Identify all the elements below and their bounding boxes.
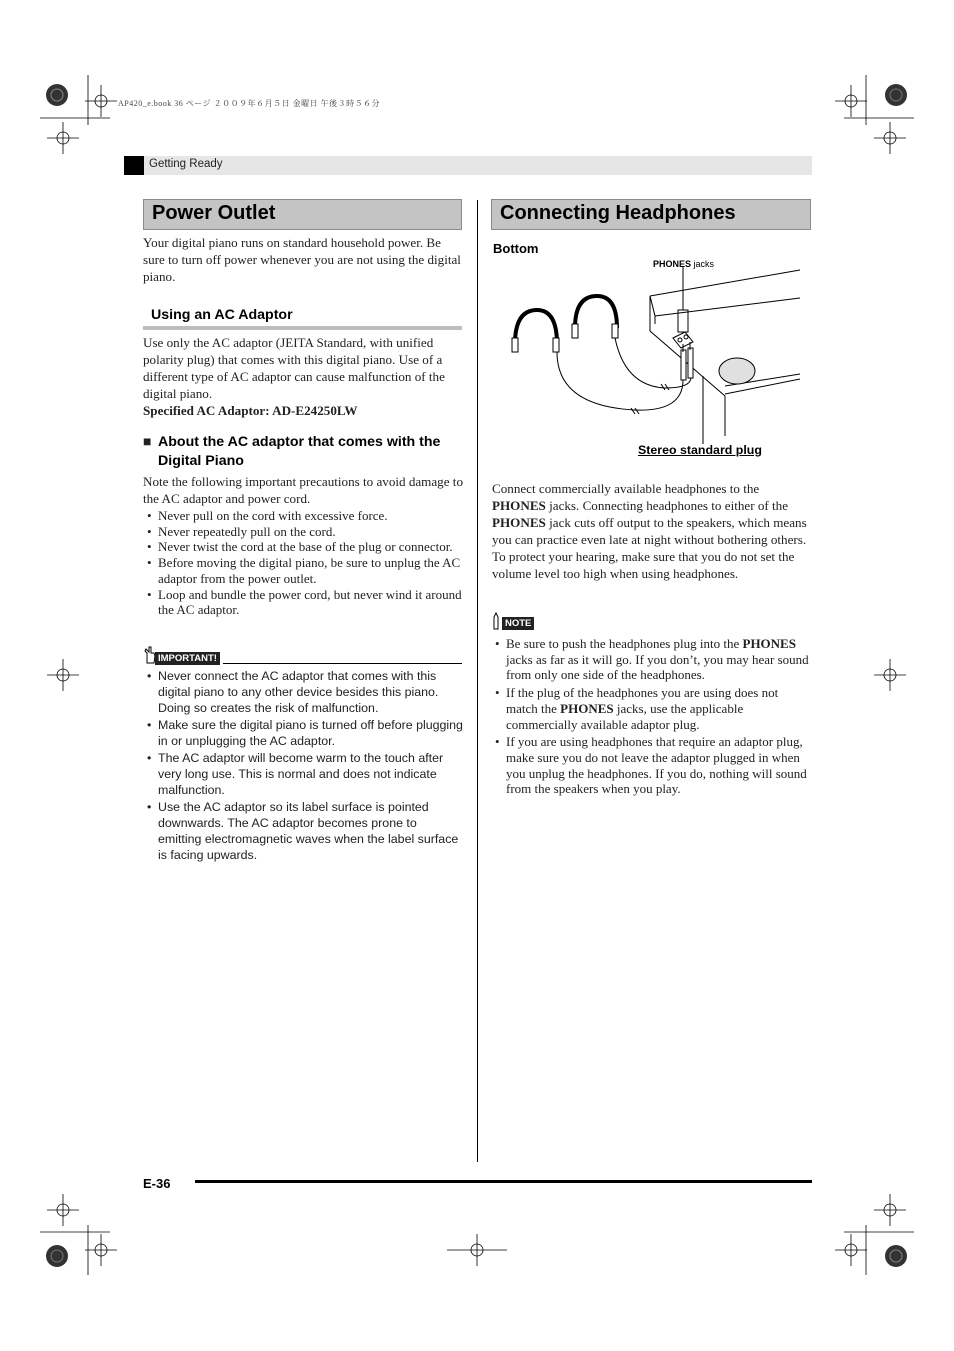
section-bar — [124, 156, 812, 175]
power-intro: Your digital piano runs on standard household power. Be sure to turn off power whenever you are not using the digital piano. — [143, 235, 461, 284]
list-item: • Be sure to push the headphones plug into the PHONES jacks as far as it will go. If you don’t, you may hear sound from only one side of the headphones. — [491, 636, 811, 683]
important-rule — [223, 663, 462, 664]
phones-term: PHONES — [492, 498, 546, 513]
list-item: • Never twist the cord at the base of the plug or connector. — [143, 539, 463, 555]
power-outlet-title: Power Outlet — [152, 202, 276, 224]
specified-adaptor: Specified AC Adaptor: AD-E24250LW — [143, 403, 358, 418]
phones-jacks-label-bold: PHONES — [653, 259, 692, 269]
ac-adaptor-text: Use only the AC adaptor (JEITA Standard, with unified polarity plug) that comes with this digital piano. Use of a different type of AC adaptor can cause malfunction of the digital piano. — [143, 335, 445, 401]
list-item: • Never connect the AC adaptor that comes with this digital piano to any other device besides this piano. Doing so creates the risk of malfunction. — [143, 668, 463, 716]
bottom-label: Bottom — [493, 241, 539, 256]
list-item: • Make sure the digital piano is turned off before plugging in or unplugging the AC adaptor. — [143, 717, 463, 749]
list-item: • Before moving the digital piano, be sure to unplug the AC adaptor from the power outlet. — [143, 555, 463, 586]
notes-list — [491, 636, 811, 797]
list-item: • The AC adaptor will become warm to the touch after very long use. This is normal and does not indicate malfunction. — [143, 750, 463, 798]
important-list — [143, 668, 463, 864]
para-text: jacks. Connecting headphones to either of the — [545, 498, 789, 513]
precautions-intro: Note the following important precautions to avoid damage to the AC adaptor and power cord. — [143, 474, 463, 506]
section-label: Getting Ready — [149, 158, 223, 170]
connecting-headphones-title: Connecting Headphones — [500, 202, 736, 224]
note-header — [491, 612, 551, 632]
pencil-icon — [491, 612, 501, 630]
para-text: jack cuts off output to the speakers, which means you can practice even late at night without bothering others. To protect your hearing, make sure that you do not set the volume level too high when using headphones. — [492, 515, 807, 581]
ac-adaptor-subhead: Using an AC Adaptor — [151, 307, 293, 323]
note-badge: NOTE — [502, 617, 534, 630]
power-outlet-title-box — [143, 199, 462, 230]
print-header: AP420_e.book 36 ページ ２００９年６月５日 金曜日 午後３時５６分 — [118, 99, 381, 108]
para-text: Connect commercially available headphones to the — [492, 481, 760, 496]
about-adaptor-heading: About the AC adaptor that comes with the Digital Piano — [158, 434, 441, 469]
list-item: • Loop and bundle the power cord, but never wind it around the AC adaptor. — [143, 587, 463, 618]
important-badge: IMPORTANT! — [155, 652, 220, 665]
connecting-headphones-title-box — [491, 199, 811, 230]
footer-rule — [195, 1180, 812, 1183]
list-item: • Never repeatedly pull on the cord. — [143, 524, 463, 540]
list-item: • If you are using headphones that require an adaptor plug, make sure you do not leave the adaptor plugged in when you unplug the headphones. If you do, nothing will sound from the speakers when you play. — [491, 734, 811, 797]
list-item: • Never pull on the cord with excessive force. — [143, 508, 463, 524]
list-item: • Use the AC adaptor so its label surface is pointed downwards. The AC adaptor becomes prone to emitting electromagnetic waves when the label surface is facing upwards. — [143, 799, 463, 863]
page-number: E-36 — [143, 1176, 171, 1191]
headphones-paragraph — [492, 480, 812, 582]
stereo-plug-label: Stereo standard plug — [638, 443, 762, 457]
section-marker — [124, 156, 144, 175]
phones-term: PHONES — [492, 515, 546, 530]
precautions-list — [143, 508, 463, 618]
phones-jacks-label-rest: jacks — [691, 259, 715, 269]
ac-adaptor-subhead-rule — [143, 326, 462, 330]
important-header — [143, 646, 462, 666]
headphones-diagram — [495, 266, 805, 446]
about-heading-marker: ■ — [143, 433, 152, 449]
list-item: • If the plug of the headphones you are using does not match the PHONES jacks, use the applicable commercially available adaptor plug. — [491, 685, 811, 732]
column-divider — [477, 200, 478, 1162]
